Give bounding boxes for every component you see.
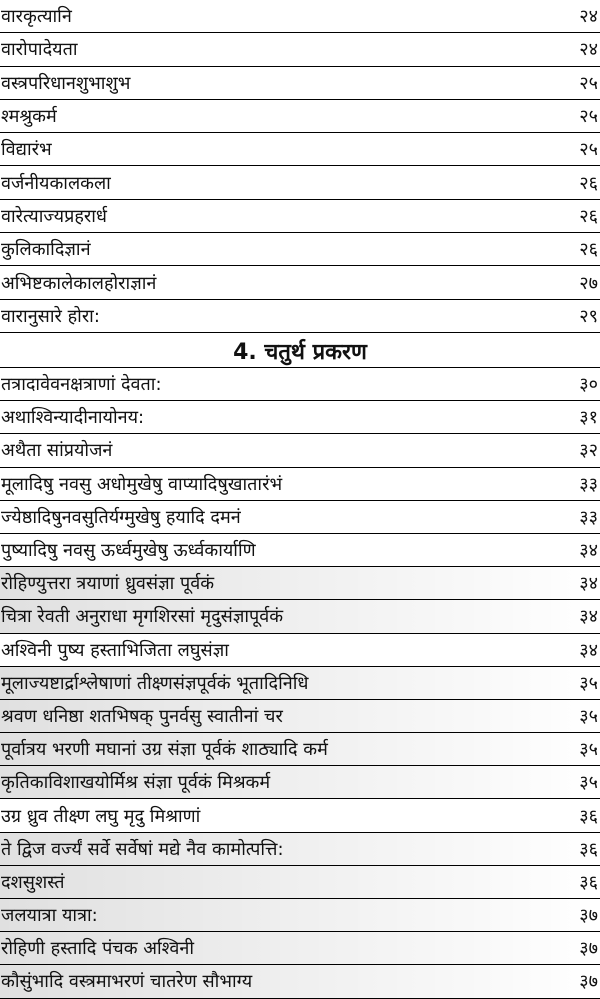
toc-entry-page: ३४ [579, 639, 598, 661]
toc-entry-page: ३२ [579, 440, 598, 462]
toc-row [0, 667, 600, 700]
toc-entry-page: ३४ [579, 606, 598, 628]
toc-entry-page: ३१ [579, 407, 598, 429]
toc-entry-page: २६ [579, 205, 598, 227]
toc-entry-page: ३४ [579, 573, 598, 595]
toc-entry-title: अथैता सांप्रयोजनं [1, 440, 113, 462]
toc-entry-title: अथाश्विन्यादीनायोनय: [1, 407, 145, 429]
toc-entry-page: ३३ [579, 473, 598, 495]
toc-row [0, 799, 600, 832]
toc-entry-title: तत्रादावेवनक्षत्राणां देवता: [1, 374, 162, 396]
toc-row [0, 468, 600, 501]
toc-entry-title: विद्यारंभ [1, 139, 52, 161]
toc-row [0, 833, 600, 866]
toc-entry-page: ३६ [579, 838, 598, 860]
toc-entry-title: रोहिण्युत्तरा त्रयाणां ध्रुवसंज्ञा पूर्वकं [1, 573, 215, 595]
toc-entry-title: वारोपादेयता [1, 39, 78, 61]
toc-row [0, 534, 600, 567]
toc-row [0, 166, 600, 199]
toc-entry-page: २६ [579, 239, 598, 261]
toc-entry-page: ३४ [579, 540, 598, 562]
toc-row [0, 766, 600, 799]
toc-entry-title: पूर्वात्रय भरणी मघानां उग्र संज्ञा पूर्वकं शाठ्यादि कर्म [1, 739, 328, 761]
toc-section-1 [0, 0, 600, 333]
toc-entry-title: कौसुंभादि वस्त्रमाभरणं चातरेण सौभाग्य [1, 971, 253, 993]
toc-row [0, 0, 600, 33]
toc-row [0, 233, 600, 266]
toc-entry-page: २५ [579, 139, 598, 161]
toc-entry-title: रोहिणी हस्तादि पंचक अश्विनी [1, 938, 194, 960]
toc-row [0, 200, 600, 233]
toc-entry-title: अश्विनी पुष्य हस्ताभिजिता लघुसंज्ञा [1, 639, 229, 661]
toc-entry-title: मूलाज्यष्टार्द्राश्लेषाणां तीक्ष्णसंज्ञपूर्वकं भूतादिनिधि [1, 672, 309, 694]
toc-row [0, 501, 600, 534]
toc-entry-page: २७ [579, 272, 598, 294]
toc-row [0, 567, 600, 600]
toc-entry-page: २६ [579, 172, 598, 194]
toc-row [0, 733, 600, 766]
toc-entry-title: अभिष्टकालेकालहोराज्ञानं [1, 272, 157, 294]
toc-row [0, 266, 600, 299]
toc-entry-title: वारेत्याज्यप्रहरार्ध [1, 205, 107, 227]
toc-entry-page: ३६ [579, 805, 598, 827]
toc-entry-title: कुलिकादिज्ञानं [1, 239, 91, 261]
toc-entry-page: २९ [579, 305, 598, 327]
toc-entry-page: ३५ [579, 705, 598, 727]
toc-row [0, 899, 600, 932]
toc-row [0, 434, 600, 467]
toc-row [0, 965, 600, 998]
toc-section-2 [0, 368, 600, 999]
toc-entry-title: मूलादिषु नवसु अधोमुखेषु वाप्यादिषुखातारंभं [1, 473, 283, 495]
toc-row [0, 300, 600, 333]
chapter-heading: 4. चतुर्थ प्रकरण [0, 334, 600, 368]
toc-row [0, 700, 600, 733]
toc-entry-page: २४ [579, 39, 598, 61]
toc-entry-page: ३३ [579, 506, 598, 528]
toc-entry-page: ३५ [579, 739, 598, 761]
toc-entry-title: श्रवण धनिष्ठा शतभिषक् पुनर्वसु स्वातीनां चर [1, 705, 283, 727]
toc-entry-title: वर्जनीयकालकला [1, 172, 111, 194]
toc-entry-title: ते द्विज वर्ज्यं सर्वे सर्वेषां मद्ये नैव कामोत्पत्ति: [1, 838, 284, 860]
toc-entry-page: २५ [579, 72, 598, 94]
toc-entry-page: ३६ [579, 871, 598, 893]
toc-row [0, 634, 600, 667]
toc-entry-page: २४ [579, 6, 598, 28]
toc-row [0, 33, 600, 66]
toc-entry-title: वारानुसारे होरा: [1, 305, 100, 327]
toc-entry-title: वारकृत्यानि [1, 6, 72, 28]
toc-entry-page: ३५ [579, 672, 598, 694]
toc-row [0, 866, 600, 899]
toc-entry-page: ३५ [579, 772, 598, 794]
toc-entry-title: उग्र ध्रुव तीक्ष्ण लघु मृदु मिश्राणां [1, 805, 201, 827]
toc-entry-title: दशसुशस्तं [1, 871, 65, 893]
toc-row [0, 368, 600, 401]
toc-row [0, 401, 600, 434]
toc-entry-page: ३७ [579, 938, 598, 960]
toc-row [0, 600, 600, 633]
toc-entry-title: चित्रा रेवती अनुराधा मृगशिरसां मृदुसंज्ञापूर्वकं [1, 606, 284, 628]
toc-entry-title: कृतिकाविशाखयोर्मिश्र संज्ञा पूर्वकं मिश्रकर्म [1, 772, 271, 794]
toc-entry-page: २५ [579, 106, 598, 128]
toc-row [0, 133, 600, 166]
toc-entry-title: वस्त्रपरिधानशुभाशुभ [1, 72, 131, 94]
toc-entry-title: ज्येष्ठादिषुनवसुतिर्यग्मुखेषु हयादि दमनं [1, 506, 241, 528]
toc-entry-page: ३७ [579, 971, 598, 993]
toc-row [0, 932, 600, 965]
toc-entry-page: ३७ [579, 905, 598, 927]
toc-row [0, 67, 600, 100]
toc-row [0, 100, 600, 133]
toc-entry-title: श्मश्रुकर्म [1, 106, 57, 128]
toc-entry-title: जलयात्रा यात्रा: [1, 905, 98, 927]
toc-entry-title: पुष्यादिषु नवसु ऊर्ध्वमुखेषु ऊर्ध्वकार्याणि [1, 540, 256, 562]
toc-entry-page: ३० [579, 374, 598, 396]
